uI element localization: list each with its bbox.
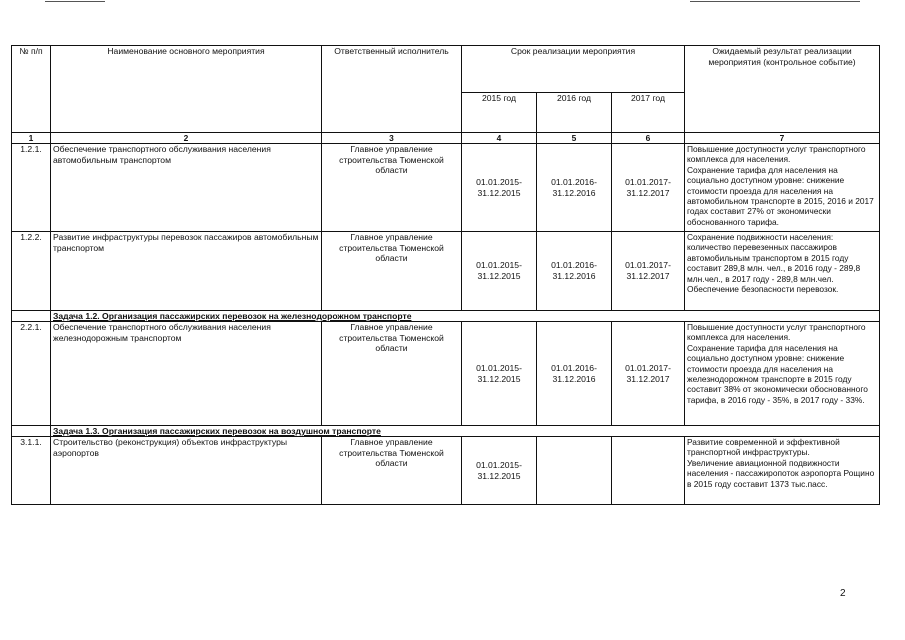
row-result: Сохранение подвижности населения: количество перевезенных пассажиров автомобильным транспортом в 2015 году составит 289,8 млн. чел., в 2016 году - 289,8 млн.чел., в 2017 году - 289,8 млн.чел. Обеспечение безопасности перевозок. [685, 232, 880, 311]
row-date-2016: 01.01.2016- 31.12.2016 [537, 144, 612, 232]
header-num: № п/п [12, 46, 51, 133]
activities-table [11, 45, 880, 505]
column-number: 7 [685, 133, 880, 144]
row-date-2016: 01.01.2016- 31.12.2016 [537, 322, 612, 426]
task-heading: Задача 1.2. Организация пассажирских перевозок на железнодорожном транспорте [51, 311, 880, 322]
row-result: Повышение доступности услуг транспортного комплекса для населения. Сохранение тарифа для населения на социально доступном уровне: снижение стоимости проезда для населения на железнодорожном транспорте в 2015 году составит 38% от экономически обоснованного тарифа, в 2016 году - 35%, в 2017 году - 33%. [685, 322, 880, 426]
header-name: Наименование основного мероприятия [51, 46, 322, 133]
column-number: 4 [462, 133, 537, 144]
header-result: Ожидаемый результат реализации мероприятия (контрольное событие) [685, 46, 880, 133]
row-number: 3.1.1. [12, 437, 51, 505]
scan-edge-line [45, 1, 105, 2]
row-executor: Главное управление строительства Тюменской области [322, 232, 462, 311]
row-date-2015: 01.01.2015- 31.12.2015 [462, 322, 537, 426]
row-number: 2.2.1. [12, 322, 51, 426]
header-executor: Ответственный исполнитель [322, 46, 462, 133]
row-activity-name: Обеспечение транспортного обслуживания населения железнодорожным транспортом [51, 322, 322, 426]
page-number: 2 [840, 588, 846, 599]
scan-edge-line [690, 1, 860, 2]
row-date-2015: 01.01.2015- 31.12.2015 [462, 144, 537, 232]
row-date-2017: 01.01.2017- 31.12.2017 [612, 322, 685, 426]
row-date-2017: 01.01.2017- 31.12.2017 [612, 232, 685, 311]
row-activity-name: Развитие инфраструктуры перевозок пассажиров автомобильным транспортом [51, 232, 322, 311]
table-row [12, 144, 880, 232]
row-date-2015: 01.01.2015- 31.12.2015 [462, 437, 537, 505]
row-date-2017 [612, 437, 685, 505]
row-activity-name: Обеспечение транспортного обслуживания населения автомобильным транспортом [51, 144, 322, 232]
row-date-2017: 01.01.2017- 31.12.2017 [612, 144, 685, 232]
row-date-2016 [537, 437, 612, 505]
row-result: Развитие современной и эффективной транспортной инфраструктуры. Увеличение авиационной подвижности населения - пассажиропоток аэропорта Рощино в 2015 году составит 1373 тыс.пасс. [685, 437, 880, 505]
table-row [12, 437, 880, 505]
header-year-2015: 2015 год [462, 93, 537, 133]
row-executor: Главное управление строительства Тюменской области [322, 322, 462, 426]
row-executor: Главное управление строительства Тюменской области [322, 437, 462, 505]
header-period: Срок реализации мероприятия [462, 46, 685, 93]
row-result: Повышение доступности услуг транспортного комплекса для населения. Сохранение тарифа для населения на социально доступном уровне: снижение стоимости проезда для населения на автомобильном транспорте в 2015, 2016 и 2017 годах составит 27% от экономически обоснованного тарифа. [685, 144, 880, 232]
column-number: 6 [612, 133, 685, 144]
column-number: 1 [12, 133, 51, 144]
task-heading: Задача 1.3. Организация пассажирских перевозок на воздушном транспорте [51, 426, 880, 437]
row-date-2015: 01.01.2015- 31.12.2015 [462, 232, 537, 311]
column-number: 2 [51, 133, 322, 144]
row-number: 1.2.2. [12, 232, 51, 311]
column-number: 5 [537, 133, 612, 144]
row-date-2016: 01.01.2016- 31.12.2016 [537, 232, 612, 311]
table-row [12, 232, 880, 311]
row-executor: Главное управление строительства Тюменской области [322, 144, 462, 232]
row-number: 1.2.1. [12, 144, 51, 232]
row-activity-name: Строительство (реконструкция) объектов инфраструктуры аэропортов [51, 437, 322, 505]
header-year-2017: 2017 год [612, 93, 685, 133]
table-row [12, 322, 880, 426]
header-year-2016: 2016 год [537, 93, 612, 133]
column-number: 3 [322, 133, 462, 144]
